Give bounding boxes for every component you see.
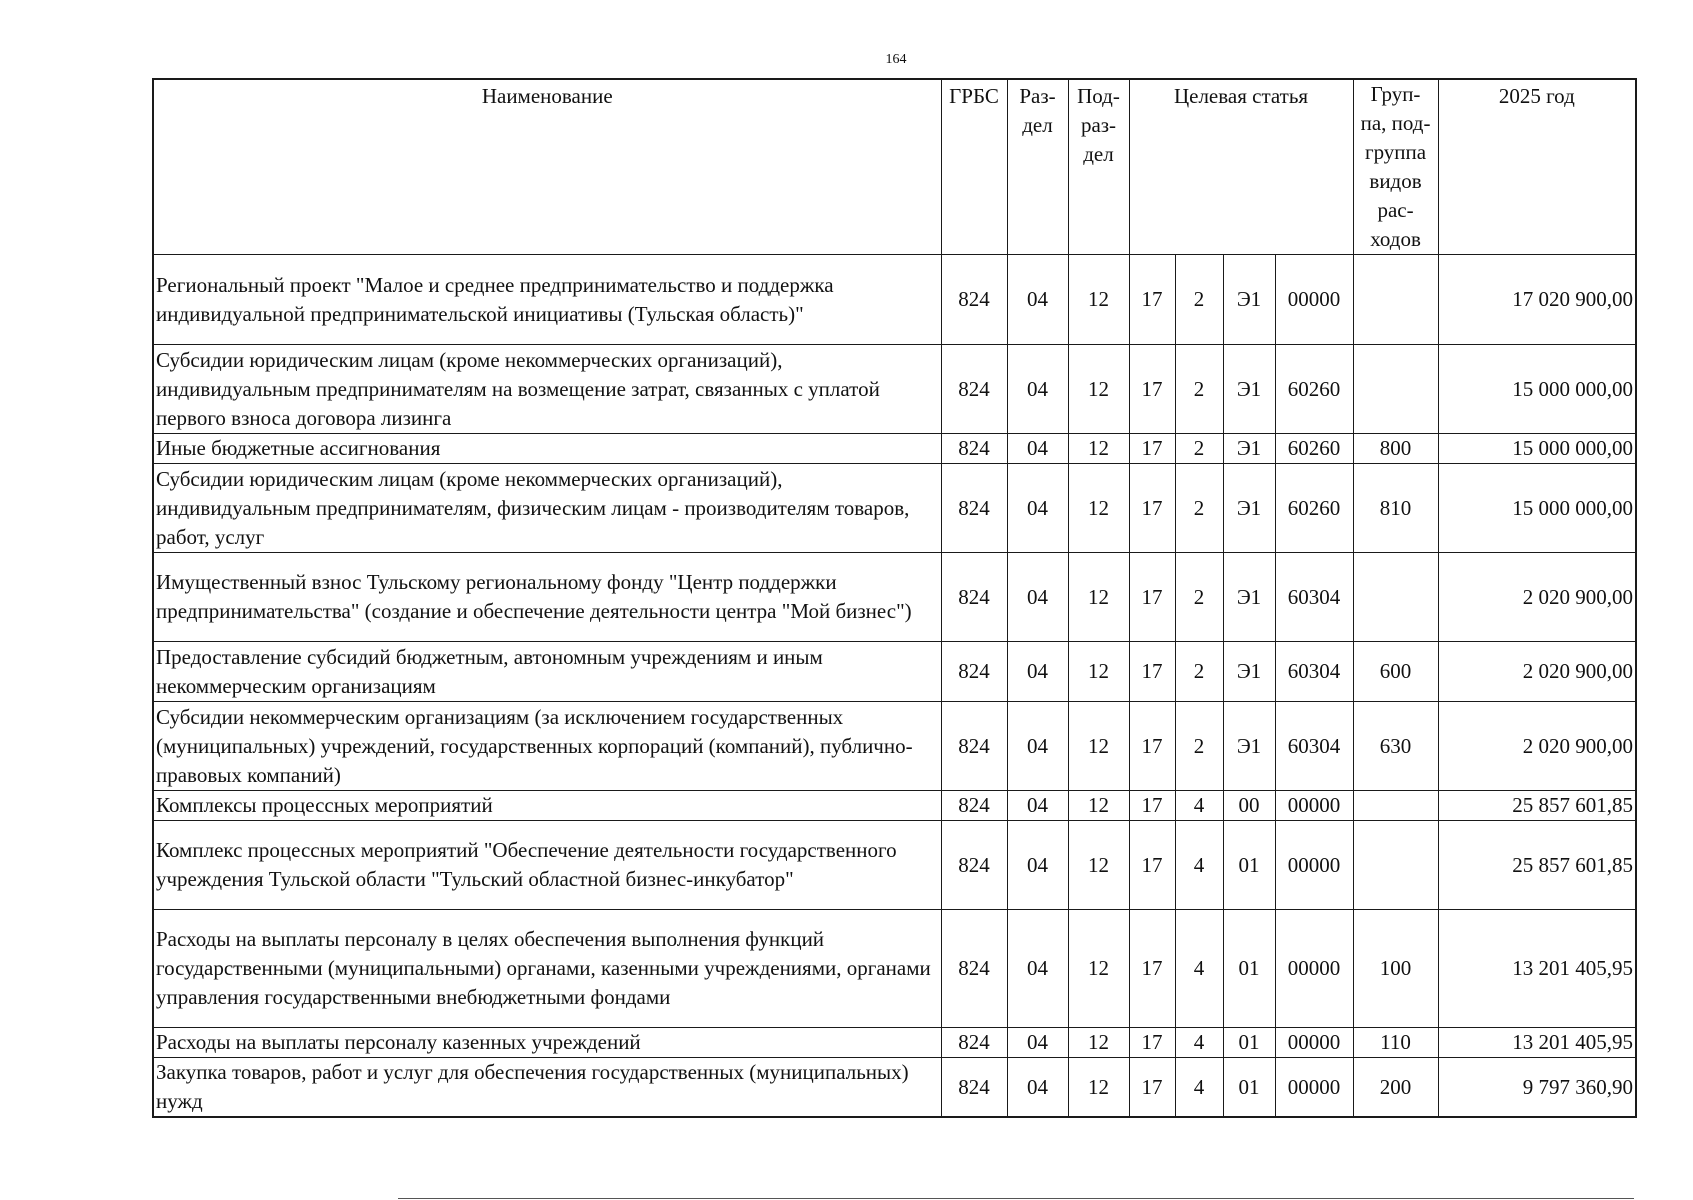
row-target-direction: 60304 <box>1275 553 1353 642</box>
table-row <box>153 821 1636 910</box>
header-target-article: Целевая статья <box>1129 79 1353 255</box>
row-target-program: 17 <box>1129 1058 1175 1118</box>
row-amount: 15 000 000,00 <box>1438 434 1636 464</box>
row-podrazdel: 12 <box>1068 434 1129 464</box>
row-amount: 15 000 000,00 <box>1438 464 1636 553</box>
row-target-project: Э1 <box>1223 345 1275 434</box>
budget-table <box>152 78 1637 1118</box>
row-amount: 13 201 405,95 <box>1438 1028 1636 1058</box>
row-grbs: 824 <box>941 345 1007 434</box>
row-grbs: 824 <box>941 821 1007 910</box>
row-expense-group <box>1353 791 1438 821</box>
row-name: Иные бюджетные ассигнования <box>153 434 941 464</box>
row-razdel: 04 <box>1007 702 1068 791</box>
row-razdel: 04 <box>1007 642 1068 702</box>
row-name: Закупка товаров, работ и услуг для обеспечения государственных (муниципальных) нужд <box>153 1058 941 1118</box>
row-razdel: 04 <box>1007 345 1068 434</box>
row-amount: 2 020 900,00 <box>1438 553 1636 642</box>
row-expense-group <box>1353 255 1438 345</box>
row-amount: 15 000 000,00 <box>1438 345 1636 434</box>
row-target-program: 17 <box>1129 702 1175 791</box>
row-expense-group <box>1353 821 1438 910</box>
row-name: Субсидии юридическим лицам (кроме некоммерческих организаций), индивидуальным предпринимателям на возмещение затрат, связанных с уплатой первого взноса договора лизинга <box>153 345 941 434</box>
row-razdel: 04 <box>1007 1028 1068 1058</box>
table-header-row <box>153 79 1636 255</box>
row-target-project: Э1 <box>1223 702 1275 791</box>
row-target-program: 17 <box>1129 910 1175 1028</box>
table-row <box>153 910 1636 1028</box>
bottom-rule <box>398 1198 1634 1199</box>
row-target-direction: 00000 <box>1275 1028 1353 1058</box>
row-target-program: 17 <box>1129 791 1175 821</box>
table-row <box>153 791 1636 821</box>
row-expense-group: 600 <box>1353 642 1438 702</box>
row-target-direction: 00000 <box>1275 821 1353 910</box>
row-grbs: 824 <box>941 910 1007 1028</box>
row-podrazdel: 12 <box>1068 553 1129 642</box>
header-year-2025: 2025 год <box>1438 79 1636 255</box>
row-name: Расходы на выплаты персоналу казенных учреждений <box>153 1028 941 1058</box>
table-row <box>153 255 1636 345</box>
header-razdel: Раз- дел <box>1007 79 1068 255</box>
row-razdel: 04 <box>1007 464 1068 553</box>
row-razdel: 04 <box>1007 1058 1068 1118</box>
row-grbs: 824 <box>941 434 1007 464</box>
row-target-direction: 60260 <box>1275 345 1353 434</box>
row-grbs: 824 <box>941 464 1007 553</box>
row-target-subprogram: 4 <box>1175 1028 1223 1058</box>
table-row <box>153 1058 1636 1118</box>
row-podrazdel: 12 <box>1068 1058 1129 1118</box>
row-podrazdel: 12 <box>1068 702 1129 791</box>
row-target-program: 17 <box>1129 1028 1175 1058</box>
header-name: Наименование <box>153 79 941 255</box>
row-podrazdel: 12 <box>1068 345 1129 434</box>
table-row <box>153 464 1636 553</box>
row-amount: 2 020 900,00 <box>1438 702 1636 791</box>
row-grbs: 824 <box>941 1028 1007 1058</box>
row-target-subprogram: 2 <box>1175 345 1223 434</box>
row-expense-group: 200 <box>1353 1058 1438 1118</box>
row-expense-group: 810 <box>1353 464 1438 553</box>
row-name: Региональный проект "Малое и среднее предпринимательство и поддержка индивидуальной предпринимательской инициативы (Тульская область)" <box>153 255 941 345</box>
row-podrazdel: 12 <box>1068 1028 1129 1058</box>
table-row <box>153 1028 1636 1058</box>
row-name: Комплексы процессных мероприятий <box>153 791 941 821</box>
row-grbs: 824 <box>941 1058 1007 1118</box>
table-row <box>153 345 1636 434</box>
row-grbs: 824 <box>941 791 1007 821</box>
row-target-subprogram: 2 <box>1175 255 1223 345</box>
row-target-project: Э1 <box>1223 434 1275 464</box>
row-grbs: 824 <box>941 553 1007 642</box>
header-grbs: ГРБС <box>941 79 1007 255</box>
row-target-program: 17 <box>1129 642 1175 702</box>
row-amount: 2 020 900,00 <box>1438 642 1636 702</box>
row-razdel: 04 <box>1007 910 1068 1028</box>
row-target-subprogram: 2 <box>1175 642 1223 702</box>
page-number: 164 <box>885 52 907 67</box>
row-target-project: Э1 <box>1223 464 1275 553</box>
row-target-subprogram: 4 <box>1175 910 1223 1028</box>
row-name: Имущественный взнос Тульскому региональному фонду "Центр поддержки предпринимательства" (создание и обеспечение деятельности центра "Мой бизнес") <box>153 553 941 642</box>
row-expense-group <box>1353 345 1438 434</box>
row-name: Расходы на выплаты персоналу в целях обеспечения выполнения функций государственными (муниципальными) органами, казенными учреждениями, органами управления государственными внебюджетными фондами <box>153 910 941 1028</box>
row-razdel: 04 <box>1007 434 1068 464</box>
row-grbs: 824 <box>941 642 1007 702</box>
row-target-direction: 60260 <box>1275 434 1353 464</box>
row-expense-group: 110 <box>1353 1028 1438 1058</box>
row-target-direction: 00000 <box>1275 1058 1353 1118</box>
row-target-direction: 60260 <box>1275 464 1353 553</box>
row-target-program: 17 <box>1129 464 1175 553</box>
row-target-project: Э1 <box>1223 642 1275 702</box>
row-expense-group <box>1353 553 1438 642</box>
row-target-project: Э1 <box>1223 553 1275 642</box>
row-target-direction: 60304 <box>1275 702 1353 791</box>
row-name: Субсидии юридическим лицам (кроме некоммерческих организаций), индивидуальным предпринимателям, физическим лицам - производителям товаров, работ, услуг <box>153 464 941 553</box>
row-razdel: 04 <box>1007 791 1068 821</box>
row-target-project: 01 <box>1223 1058 1275 1118</box>
row-target-subprogram: 4 <box>1175 821 1223 910</box>
header-podrazdel: Под- раз- дел <box>1068 79 1129 255</box>
row-target-subprogram: 4 <box>1175 1058 1223 1118</box>
table-row <box>153 642 1636 702</box>
row-target-program: 17 <box>1129 553 1175 642</box>
row-podrazdel: 12 <box>1068 910 1129 1028</box>
row-target-project: 01 <box>1223 821 1275 910</box>
row-grbs: 824 <box>941 255 1007 345</box>
row-name: Предоставление субсидий бюджетным, автономным учреждениям и иным некоммерческим организациям <box>153 642 941 702</box>
row-podrazdel: 12 <box>1068 821 1129 910</box>
row-expense-group: 100 <box>1353 910 1438 1028</box>
header-expense-group: Груп- па, под- группа видов рас- ходов <box>1353 79 1438 255</box>
table-row <box>153 553 1636 642</box>
row-grbs: 824 <box>941 702 1007 791</box>
row-target-direction: 60304 <box>1275 642 1353 702</box>
row-target-project: 01 <box>1223 1028 1275 1058</box>
table-row <box>153 702 1636 791</box>
row-target-program: 17 <box>1129 821 1175 910</box>
row-target-subprogram: 2 <box>1175 464 1223 553</box>
row-razdel: 04 <box>1007 255 1068 345</box>
row-target-program: 17 <box>1129 434 1175 464</box>
row-podrazdel: 12 <box>1068 255 1129 345</box>
row-expense-group: 630 <box>1353 702 1438 791</box>
row-expense-group: 800 <box>1353 434 1438 464</box>
row-podrazdel: 12 <box>1068 642 1129 702</box>
row-amount: 25 857 601,85 <box>1438 821 1636 910</box>
row-target-direction: 00000 <box>1275 910 1353 1028</box>
row-target-project: 00 <box>1223 791 1275 821</box>
row-name: Субсидии некоммерческим организациям (за исключением государственных (муниципальных) учреждений, государственных корпораций (компаний), публично-правовых компаний) <box>153 702 941 791</box>
row-amount: 25 857 601,85 <box>1438 791 1636 821</box>
table-row <box>153 434 1636 464</box>
row-target-subprogram: 2 <box>1175 434 1223 464</box>
row-target-program: 17 <box>1129 345 1175 434</box>
row-podrazdel: 12 <box>1068 791 1129 821</box>
row-target-subprogram: 2 <box>1175 702 1223 791</box>
row-amount: 17 020 900,00 <box>1438 255 1636 345</box>
row-name: Комплекс процессных мероприятий "Обеспечение деятельности государственного учреждения Тульской области "Тульский областной бизнес-инкубатор" <box>153 821 941 910</box>
row-target-project: 01 <box>1223 910 1275 1028</box>
row-podrazdel: 12 <box>1068 464 1129 553</box>
row-target-subprogram: 2 <box>1175 553 1223 642</box>
row-target-direction: 00000 <box>1275 255 1353 345</box>
row-amount: 9 797 360,90 <box>1438 1058 1636 1118</box>
row-razdel: 04 <box>1007 553 1068 642</box>
row-target-program: 17 <box>1129 255 1175 345</box>
row-target-direction: 00000 <box>1275 791 1353 821</box>
row-razdel: 04 <box>1007 821 1068 910</box>
row-amount: 13 201 405,95 <box>1438 910 1636 1028</box>
row-target-project: Э1 <box>1223 255 1275 345</box>
row-target-subprogram: 4 <box>1175 791 1223 821</box>
table-body <box>153 255 1636 1118</box>
